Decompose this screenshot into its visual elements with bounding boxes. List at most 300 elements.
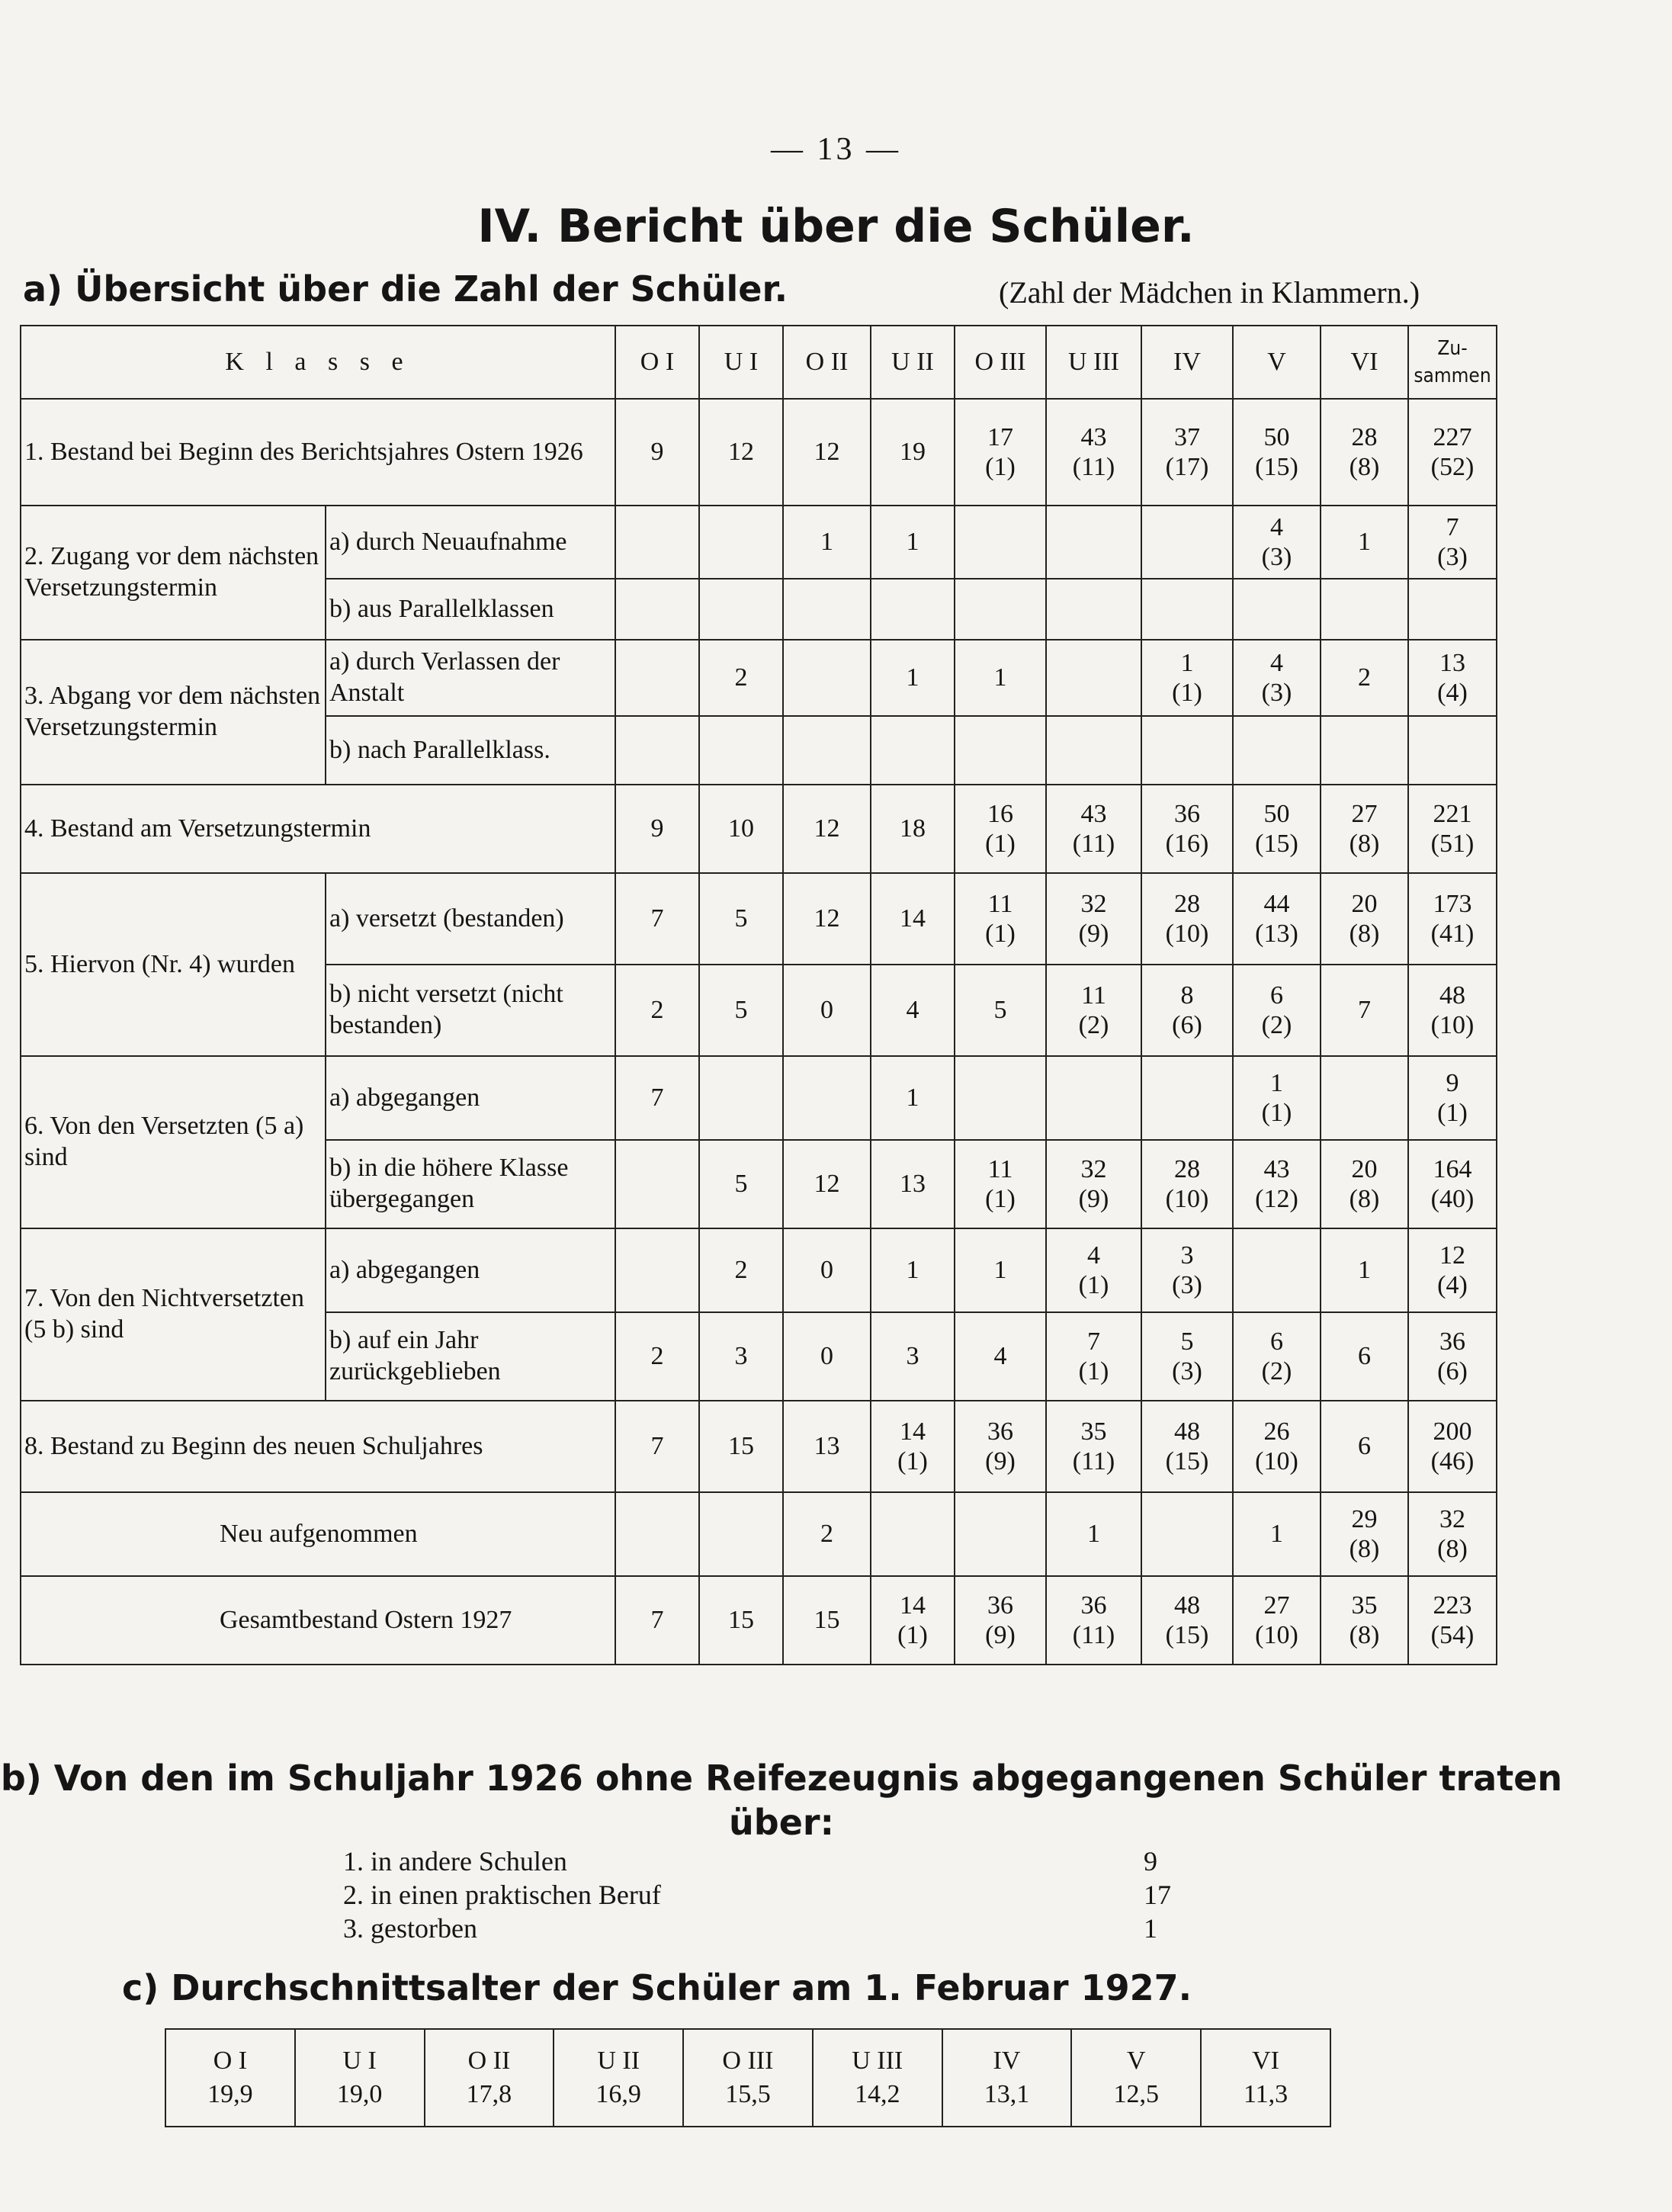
cell-girls-count: (11) [1072, 1621, 1115, 1649]
section-b-title: b) Von den im Schuljahr 1926 ohne Reifezeugnis abgegangenen Schüler traten über: [0, 1758, 1563, 1843]
table-cell [871, 579, 955, 640]
cell-value: 32 [1439, 1504, 1465, 1533]
table-cell [1321, 506, 1408, 579]
table-cell [1408, 1140, 1497, 1228]
row-label: 8. Bestand zu Beginn des neuen Schuljahres [21, 1401, 615, 1492]
section-a-note: (Zahl der Mädchen in Klammern.) [999, 275, 1420, 310]
cell-value: 6 [1358, 1432, 1371, 1461]
table-cell [783, 1140, 871, 1228]
table-cell [1141, 1492, 1233, 1576]
table-cell [1233, 1312, 1321, 1401]
cell-girls-count: (17) [1165, 453, 1209, 481]
table-cell [1046, 506, 1141, 579]
cell-value: 32 [1080, 1154, 1107, 1183]
table-cell [1233, 399, 1321, 506]
row-label: 1. Bestand bei Beginn des Berichtsjahres Ostern 1926 [21, 399, 615, 506]
cell-girls-count: (1) [897, 1621, 928, 1649]
table-cell [783, 1492, 871, 1576]
age-value: 11,3 [1243, 2080, 1288, 2108]
row-label: 4. Bestand am Versetzungstermin [21, 785, 615, 873]
cell-value: 7 [650, 1432, 664, 1461]
cell-value: 9 [650, 438, 664, 467]
table-cell [783, 579, 871, 640]
cell-value: 13 [1439, 648, 1465, 677]
table-cell [955, 873, 1046, 965]
section-c-title: c) Durchschnittsalter der Schüler am 1. Februar 1927. [122, 1967, 1192, 2008]
table-cell [1408, 1228, 1497, 1312]
cell-value: 2 [734, 663, 748, 692]
table-cell [1141, 1576, 1233, 1665]
cell-value: 9 [650, 814, 664, 843]
table-cell [1321, 399, 1408, 506]
table-cell [1408, 716, 1497, 785]
cell-value: 4 [1270, 648, 1283, 677]
col-header: V [1233, 326, 1321, 399]
list-item [343, 1912, 1258, 1946]
table-row [21, 1056, 1497, 1140]
age-value: 15,5 [725, 2080, 771, 2108]
table-cell [615, 1576, 699, 1665]
cell-girls-count: (8) [1349, 830, 1380, 858]
cell-girls-count: (1) [897, 1447, 928, 1475]
table-cell [955, 965, 1046, 1056]
cell-value: 1 [1270, 1068, 1283, 1097]
cell-value: 20 [1351, 889, 1378, 918]
table-cell [871, 1576, 955, 1665]
cell-girls-count: (9) [985, 1621, 1016, 1649]
table-cell [1408, 785, 1497, 873]
row-label: 6. Von den Versetzten (5 a) sind [21, 1056, 326, 1228]
age-value: 16,9 [595, 2080, 641, 2108]
row-label: Neu aufgenommen [21, 1492, 615, 1576]
table-cell [783, 1312, 871, 1401]
age-class: O III [722, 2046, 774, 2075]
cell-value: 11 [987, 1154, 1013, 1183]
table-cell [1321, 1576, 1408, 1665]
table-cell [1046, 873, 1141, 965]
table-cell [1321, 965, 1408, 1056]
table-cell [1408, 873, 1497, 965]
cell-value: 223 [1433, 1591, 1472, 1620]
table-cell [871, 1492, 955, 1576]
cell-value: 5 [734, 904, 748, 933]
table-cell [1046, 1492, 1141, 1576]
table-cell [1408, 1401, 1497, 1492]
average-age-table [165, 2028, 1331, 2127]
table-cell [783, 399, 871, 506]
col-header: IV [1141, 326, 1233, 399]
age-value: 17,8 [466, 2080, 512, 2108]
cell-value: 1 [906, 528, 919, 557]
cell-value: 5 [993, 996, 1007, 1025]
cell-value: 16 [987, 799, 1013, 828]
table-row [21, 873, 1497, 965]
col-header: O I [615, 326, 699, 399]
table-cell [699, 716, 783, 785]
chapter-title: IV. Bericht über die Schüler. [477, 200, 1195, 253]
cell-girls-count: (9) [985, 1447, 1016, 1475]
header-row [21, 326, 1497, 399]
cell-value: 7 [650, 1606, 664, 1635]
row-sublabel: b) auf ein Jahr zurückgeblieben [326, 1312, 615, 1401]
cell-value: 1 [820, 528, 833, 557]
cell-value: 12 [814, 1170, 840, 1199]
table-cell [871, 1140, 955, 1228]
cell-girls-count: (1) [1078, 1357, 1109, 1385]
cell-value: 3 [1180, 1241, 1194, 1270]
page-number: — 13 — [771, 132, 901, 167]
table-cell [1046, 640, 1141, 716]
row-sublabel: b) aus Parallelklassen [326, 579, 615, 640]
cell-value: 15 [728, 1432, 754, 1461]
table-cell [699, 965, 783, 1056]
table-cell [1408, 1576, 1497, 1665]
cell-value: 35 [1351, 1591, 1378, 1620]
cell-value: 18 [900, 814, 926, 843]
cell-value: 48 [1174, 1591, 1200, 1620]
cell-girls-count: (1) [985, 1185, 1016, 1213]
cell-value: 9 [1446, 1068, 1459, 1097]
table-cell [1141, 640, 1233, 716]
age-cell [1071, 2029, 1201, 2127]
row-sublabel: a) versetzt (bestanden) [326, 873, 615, 965]
table-cell [1321, 579, 1408, 640]
table-cell [955, 1492, 1046, 1576]
cell-value: 43 [1263, 1154, 1290, 1183]
cell-girls-count: (1) [1261, 1099, 1292, 1127]
age-class: O I [213, 2046, 248, 2075]
table-cell [615, 1492, 699, 1576]
table-cell [1233, 579, 1321, 640]
cell-value: 5 [734, 1170, 748, 1199]
table-cell [871, 716, 955, 785]
cell-girls-count: (16) [1165, 830, 1209, 858]
cell-value: 1 [906, 1256, 919, 1285]
table-cell [1321, 873, 1408, 965]
table-cell [1141, 873, 1233, 965]
cell-value: 0 [820, 1256, 833, 1285]
table-cell [1046, 1056, 1141, 1140]
cell-value: 2 [650, 1342, 664, 1371]
cell-value: 173 [1433, 889, 1472, 918]
cell-value: 1 [906, 1084, 919, 1112]
cell-girls-count: (3) [1261, 679, 1292, 707]
table-cell [615, 579, 699, 640]
cell-value: 50 [1263, 799, 1290, 828]
cell-girls-count: (4) [1437, 679, 1468, 707]
table-cell [699, 1056, 783, 1140]
table-cell [699, 785, 783, 873]
table-cell [615, 716, 699, 785]
table-cell [615, 873, 699, 965]
cell-girls-count: (4) [1437, 1271, 1468, 1299]
cell-girls-count: (15) [1165, 1447, 1209, 1475]
table-cell [783, 965, 871, 1056]
col-header: U II [871, 326, 955, 399]
table-cell [783, 1228, 871, 1312]
table-cell [615, 640, 699, 716]
table-cell [1321, 1312, 1408, 1401]
cell-value: 227 [1433, 422, 1472, 451]
table-cell [783, 1576, 871, 1665]
cell-value: 5 [734, 996, 748, 1025]
cell-value: 14 [900, 1417, 926, 1446]
section-a-title: a) Übersicht über die Zahl der Schüler. [23, 268, 788, 310]
table-cell [699, 1492, 783, 1576]
table-cell [783, 785, 871, 873]
cell-girls-count: (8) [1349, 920, 1380, 948]
table-cell [1233, 965, 1321, 1056]
table-cell [1233, 785, 1321, 873]
table-cell [1321, 1140, 1408, 1228]
cell-value: 1 [993, 663, 1007, 692]
row-label: Gesamtbestand Ostern 1927 [21, 1576, 615, 1665]
cell-value: 14 [900, 1591, 926, 1620]
table-cell [699, 1312, 783, 1401]
table-row [21, 785, 1497, 873]
cell-value: 4 [993, 1342, 1007, 1371]
cell-girls-count: (15) [1255, 453, 1298, 481]
row-sublabel: a) durch Neuaufnahme [326, 506, 615, 579]
cell-value: 1 [993, 1256, 1007, 1285]
age-cell [683, 2029, 813, 2127]
table-cell [1046, 579, 1141, 640]
table-cell [783, 873, 871, 965]
cell-girls-count: (15) [1255, 830, 1298, 858]
cell-girls-count: (3) [1172, 1271, 1202, 1299]
table-cell [615, 965, 699, 1056]
table-cell [1233, 1401, 1321, 1492]
cell-value: 12 [814, 438, 840, 467]
cell-value: 1 [906, 663, 919, 692]
table-cell [1408, 1312, 1497, 1401]
cell-value: 4 [1270, 512, 1283, 541]
table-cell [955, 1576, 1046, 1665]
cell-value: 8 [1180, 981, 1194, 1010]
table-cell [955, 1140, 1046, 1228]
cell-value: 48 [1174, 1417, 1200, 1446]
table-cell [1046, 1401, 1141, 1492]
table-cell [955, 785, 1046, 873]
table-cell [955, 1228, 1046, 1312]
cell-girls-count: (10) [1255, 1621, 1298, 1649]
age-class: O II [467, 2046, 511, 2075]
cell-value: 6 [1270, 981, 1283, 1010]
cell-girls-count: (8) [1349, 1621, 1380, 1649]
table-cell [871, 399, 955, 506]
table-cell [1046, 1312, 1141, 1401]
row-sublabel: a) durch Verlassen der Anstalt [326, 640, 615, 716]
cell-girls-count: (2) [1261, 1011, 1292, 1039]
table-cell [1141, 716, 1233, 785]
row-label: 2. Zugang vor dem nächsten Versetzungstermin [21, 506, 326, 640]
cell-value: 28 [1174, 889, 1200, 918]
table-cell [699, 506, 783, 579]
table-cell [1233, 640, 1321, 716]
cell-value: 1 [1087, 1520, 1100, 1549]
cell-value: 11 [1081, 981, 1106, 1010]
table-cell [699, 579, 783, 640]
age-class: IV [993, 2046, 1021, 2075]
table-cell [1141, 965, 1233, 1056]
table-cell [1321, 1492, 1408, 1576]
cell-girls-count: (1) [985, 920, 1016, 948]
cell-value: 7 [1358, 996, 1371, 1025]
table-cell [615, 1401, 699, 1492]
cell-value: 7 [1446, 512, 1459, 541]
age-cell [942, 2029, 1072, 2127]
table-cell [783, 1056, 871, 1140]
cell-value: 2 [1358, 663, 1371, 692]
table-cell [1233, 873, 1321, 965]
cell-girls-count: (13) [1255, 920, 1298, 948]
age-cell [165, 2029, 295, 2127]
table-cell [1408, 965, 1497, 1056]
cell-value: 7 [650, 904, 664, 933]
row-label: 7. Von den Nichtversetzten (5 b) sind [21, 1228, 326, 1401]
student-count-table [20, 325, 1497, 1665]
cell-value: 1 [1270, 1520, 1283, 1549]
cell-value: 35 [1080, 1417, 1107, 1446]
cell-value: 0 [820, 1342, 833, 1371]
age-cell [554, 2029, 683, 2127]
cell-value: 15 [728, 1606, 754, 1635]
table-cell [871, 965, 955, 1056]
table-cell [1408, 506, 1497, 579]
cell-value: 6 [1270, 1327, 1283, 1356]
col-header: U I [699, 326, 783, 399]
table-cell [1046, 716, 1141, 785]
cell-value: 14 [900, 904, 926, 933]
table-cell [615, 785, 699, 873]
table-cell [1233, 1056, 1321, 1140]
cell-value: 28 [1174, 1154, 1200, 1183]
table-cell [955, 1056, 1046, 1140]
cell-girls-count: (1) [1078, 1271, 1109, 1299]
table-cell [615, 1056, 699, 1140]
cell-value: 36 [1174, 799, 1200, 828]
table-cell [955, 1312, 1046, 1401]
cell-value: 36 [987, 1591, 1013, 1620]
cell-value: 12 [814, 814, 840, 843]
cell-girls-count: (6) [1172, 1011, 1202, 1039]
list-item-value: 9 [1144, 1846, 1157, 1877]
cell-girls-count: (2) [1078, 1011, 1109, 1039]
table-cell [699, 1140, 783, 1228]
table-cell [1321, 785, 1408, 873]
col-header: VI [1321, 326, 1408, 399]
cell-girls-count: (9) [1078, 1185, 1109, 1213]
table-cell [955, 1401, 1046, 1492]
table-cell [615, 399, 699, 506]
cell-value: 13 [900, 1170, 926, 1199]
row-sublabel: b) nicht versetzt (nicht bestanden) [326, 965, 615, 1056]
cell-value: 28 [1351, 422, 1378, 451]
cell-value: 36 [1439, 1327, 1465, 1356]
cell-value: 10 [728, 814, 754, 843]
age-class: U I [342, 2046, 377, 2075]
table-cell [1046, 1228, 1141, 1312]
cell-value: 4 [1087, 1241, 1100, 1270]
cell-value: 7 [1087, 1327, 1100, 1356]
col-header-total: Zu- sammen [1408, 326, 1497, 399]
list-item [343, 1879, 1258, 1912]
cell-girls-count: (11) [1072, 830, 1115, 858]
row-sublabel: b) nach Parallelklass. [326, 716, 615, 785]
age-cell [425, 2029, 554, 2127]
table-cell [955, 579, 1046, 640]
list-item [343, 1845, 1258, 1879]
list-item-label: 3. gestorben [343, 1913, 477, 1944]
cell-girls-count: (3) [1437, 543, 1468, 571]
section-b-list [343, 1845, 1258, 1946]
table-row [21, 1492, 1497, 1576]
cell-girls-count: (11) [1072, 453, 1115, 481]
list-item-value: 17 [1144, 1880, 1171, 1910]
table-cell [699, 1228, 783, 1312]
cell-value: 36 [1080, 1591, 1107, 1620]
table-cell [699, 1576, 783, 1665]
table-row [21, 1576, 1497, 1665]
cell-girls-count: (40) [1430, 1185, 1475, 1213]
cell-girls-count: (9) [1078, 920, 1109, 948]
table-cell [615, 1312, 699, 1401]
table-cell [955, 716, 1046, 785]
table-cell [871, 1312, 955, 1401]
table-cell [1141, 506, 1233, 579]
cell-girls-count: (11) [1072, 1447, 1115, 1475]
table-cell [783, 640, 871, 716]
cell-girls-count: (2) [1261, 1357, 1292, 1385]
age-class: U II [597, 2046, 640, 2075]
table-cell [1141, 1312, 1233, 1401]
cell-girls-count: (8) [1437, 1535, 1468, 1563]
table-cell [1321, 716, 1408, 785]
cell-value: 5 [1180, 1327, 1194, 1356]
cell-value: 32 [1080, 889, 1107, 918]
list-item-value: 1 [1144, 1913, 1157, 1944]
cell-girls-count: (54) [1430, 1621, 1475, 1649]
table-cell [1141, 399, 1233, 506]
cell-value: 26 [1263, 1417, 1290, 1446]
table-cell [871, 1401, 955, 1492]
table-row [21, 506, 1497, 579]
cell-value: 37 [1174, 422, 1200, 451]
table-cell [871, 873, 955, 965]
table-cell [871, 785, 955, 873]
table-cell [1321, 1401, 1408, 1492]
cell-girls-count: (6) [1437, 1357, 1468, 1385]
header-klasse: K l a s s e [21, 326, 615, 399]
cell-girls-count: (3) [1172, 1357, 1202, 1385]
table-cell [1046, 965, 1141, 1056]
table-cell [1046, 1140, 1141, 1228]
cell-value: 27 [1351, 799, 1378, 828]
cell-value: 44 [1263, 889, 1290, 918]
list-item-label: 1. in andere Schulen [343, 1846, 567, 1877]
table-row [21, 1228, 1497, 1312]
cell-girls-count: (41) [1430, 920, 1475, 948]
table-row [21, 640, 1497, 716]
col-header: O III [955, 326, 1046, 399]
cell-value: 20 [1351, 1154, 1378, 1183]
cell-girls-count: (3) [1261, 543, 1292, 571]
cell-value: 43 [1080, 799, 1107, 828]
table-cell [1141, 1140, 1233, 1228]
table-cell [699, 640, 783, 716]
table-cell [1141, 785, 1233, 873]
cell-value: 3 [906, 1342, 919, 1371]
